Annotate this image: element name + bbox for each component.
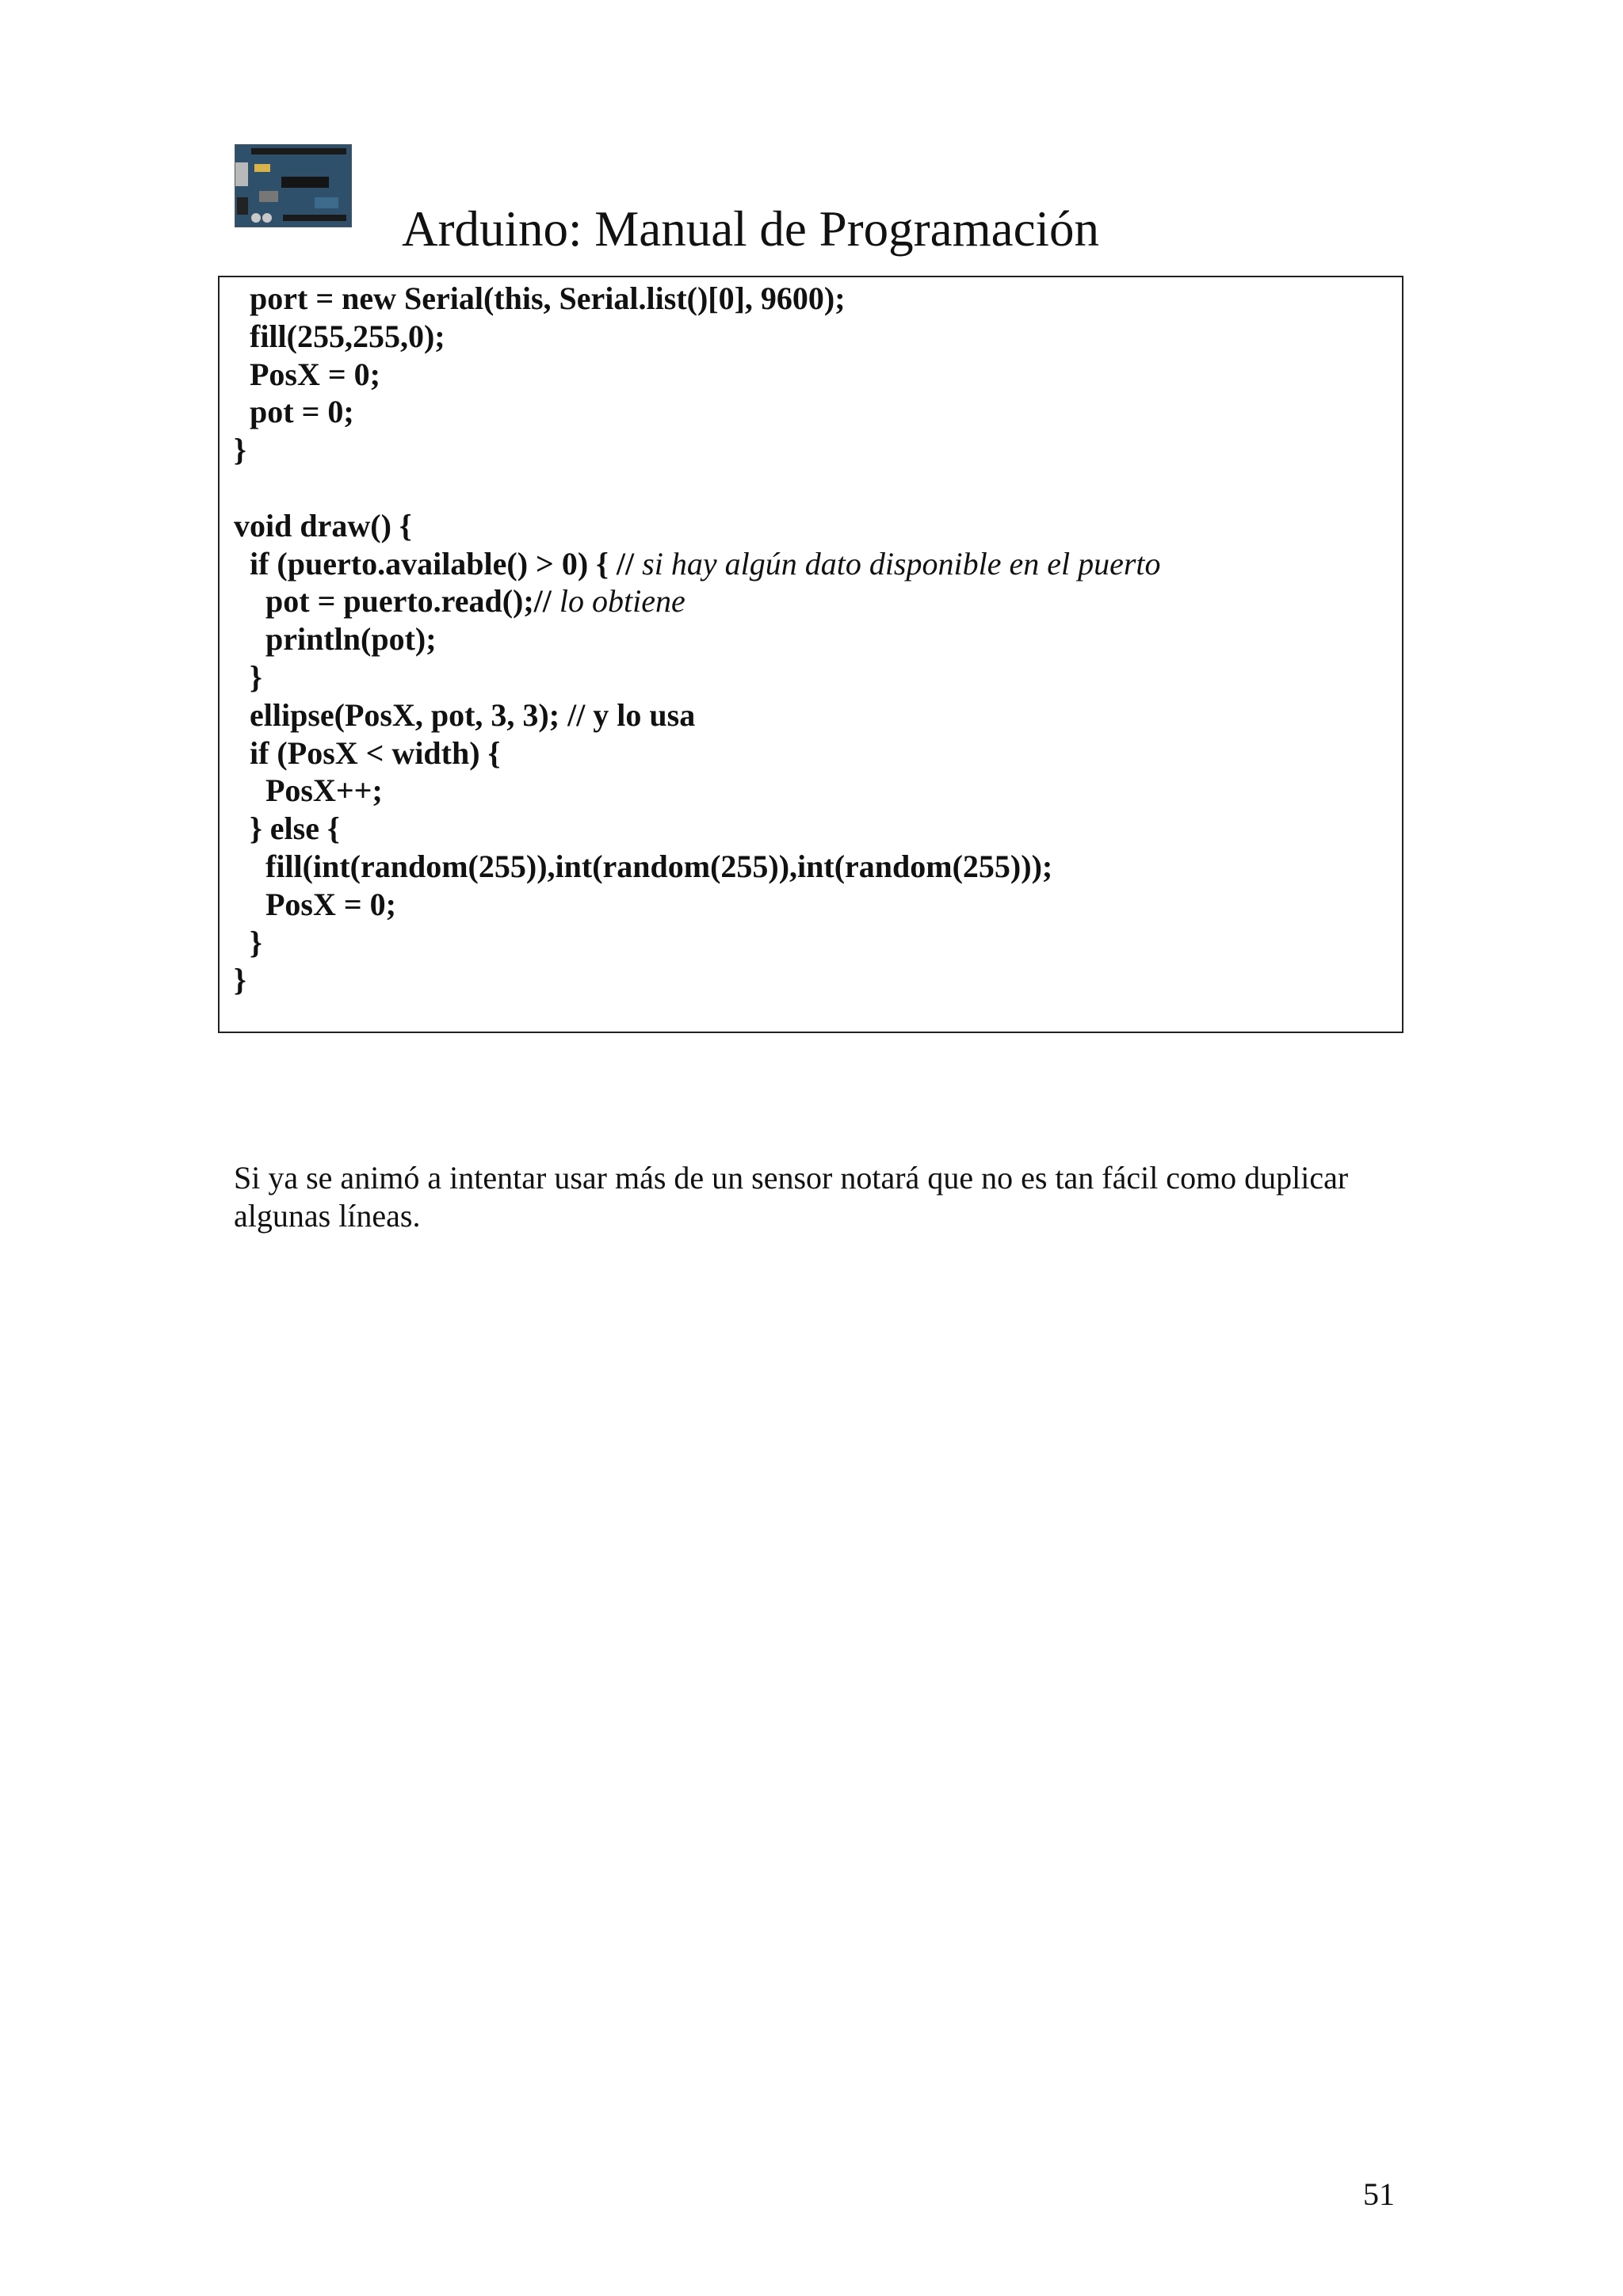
body-paragraph: Si ya se animó a intentar usar más de un sensor notará que no es tan fácil como duplicar algunas líneas. <box>234 1160 1349 1234</box>
code-comment: lo obtiene <box>559 583 685 620</box>
code-text: PosX = 0; <box>234 886 396 922</box>
code-text: pot = 0; <box>234 394 354 430</box>
code-line <box>234 280 846 316</box>
code-text: if (PosX < width) { <box>234 734 501 771</box>
code-text: ellipse(PosX, pot, 3, 3); // y lo usa <box>234 696 696 733</box>
code-line <box>234 396 354 428</box>
code-line <box>234 851 1052 883</box>
code-comment: si hay algún dato disponible en el puerto <box>642 545 1161 582</box>
code-line <box>234 964 246 996</box>
code-text: fill(255,255,0); <box>234 318 445 354</box>
code-line <box>234 318 445 354</box>
code-line <box>234 356 380 392</box>
code-line <box>234 772 383 809</box>
code-text: } <box>234 924 262 960</box>
code-text: PosX++; <box>234 772 383 809</box>
code-line <box>234 659 262 695</box>
code-text: pot = puerto.read();// <box>234 583 559 620</box>
code-line <box>234 886 396 922</box>
code-text: fill(int(random(255)),int(random(255)),int(random(255))); <box>234 849 1053 884</box>
code-text: } <box>234 962 246 998</box>
page-title: Arduino: Manual de Programación <box>402 201 1100 257</box>
code-line <box>234 621 437 658</box>
arduino-board-icon <box>235 144 352 227</box>
code-line <box>234 734 501 771</box>
code-line <box>234 810 340 847</box>
page-number: 51 <box>1363 2176 1395 2212</box>
code-line <box>234 696 696 733</box>
code-line <box>234 434 246 466</box>
code-text: } else { <box>234 810 340 847</box>
code-line <box>234 924 262 960</box>
code-text: PosX = 0; <box>234 356 380 392</box>
code-text: } <box>234 432 246 468</box>
code-text: void draw() { <box>234 507 412 543</box>
code-text: if (puerto.available() > 0) { // <box>234 545 643 582</box>
code-line <box>234 507 412 543</box>
code-line <box>234 583 685 620</box>
code-text: } <box>234 659 262 695</box>
code-text: println(pot); <box>234 621 437 658</box>
code-text: port = new Serial(this, Serial.list()[0], 9600); <box>234 280 846 316</box>
code-line <box>234 545 1161 582</box>
